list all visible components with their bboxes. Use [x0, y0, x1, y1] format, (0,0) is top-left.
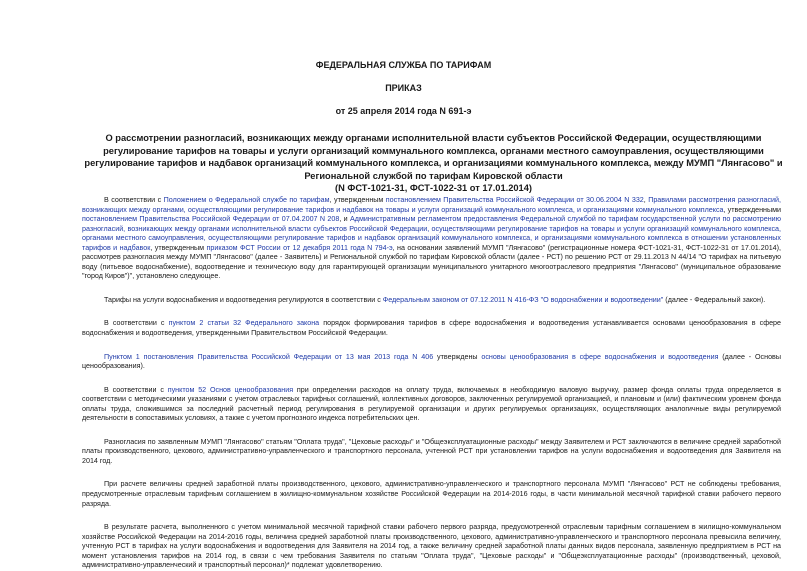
paragraph-5	[82, 386, 781, 424]
agency-name: ФЕДЕРАЛЬНАЯ СЛУЖБА ПО ТАРИФАМ	[315, 60, 492, 70]
text: В соответствии с	[104, 385, 168, 394]
title-numbers: (N ФСТ-1021-31, ФСТ-1022-31 от 17.01.2014)	[335, 183, 532, 194]
paragraph-8: В результате расчета, выполненного с учетом минимальной месячной тарифной ставки рабочего первого разряда, предусмотренной отраслевым тарифным соглашением в жилищно-коммунальном хозяйстве Российской Федерации на 2014-2016 годы, величина средней заработной платы производственного, цехового, административно-управленческого и транспортного персонала превысила величину, учтенную РСТ в тарифах на услуги водоснабжения и водоотведения для Заявителя на 2014 год, а также величину средней заработной платы данных видов персонала, заявленную предприятием в РСТ на момент установления тарифов на 2014 год, в связи с чем требования Заявителя по статьям "Оплата труда", "Цеховые расходы" и "Общеэксплуатационные расходы" (производственный, цеховой, административно-управленческий и транспортный персонал)* подлежат удовлетворению.	[82, 523, 781, 570]
text: (далее - Федеральный закон).	[663, 295, 766, 304]
link-admin-regulation[interactable]: Административным регламентом предоставления Федеральной службой по тарифам государственной услуги по рассмотрению разногласий, возникающих между органами исполнительной власти субъектов Российской Федерации, осуществляющими регулирование тарифов на товары и услуги организаций коммунального комплекса, органами местного самоуправления, осуществляющими регулирование тарифов и надбавок организаций коммунального комплекса, и организациями коммунального комплекса в отношении установленных тарифов и надбавок	[82, 215, 782, 252]
title-main: О рассмотрении разногласий, возникающих между органами исполнительной власти субъектов Российской Федерации, осуществляющими регулирование тарифов на товары и услуги организаций коммунального комплекса, органами местного самоуправления, осуществляющими регулирование тарифов и надбавок организаций коммунального комплекса, и организациями коммунального комплекса, между МУМП "Лянгасово" и Региональной службой по тарифам Кировской области	[84, 133, 783, 181]
text: утверждены	[433, 352, 482, 361]
paragraph-3	[82, 319, 781, 338]
document-type: ПРИКАЗ	[385, 83, 422, 93]
text: , утвержденным	[329, 196, 386, 204]
text: , утвержденными	[723, 205, 781, 214]
document-title	[82, 132, 785, 195]
text: при определении расходов на оплату труда, включаемых в необходимую валовую выручку, размер фонда оплаты труда определяется в соответствии с методическими указаниями с учетом отраслевых тарифных соглашений, коллективных договоров, заключенных регулируемой организацией, и плановым и (или) фактическим уровнем фонда оплаты труда, сложившимся за последний расчетный период регулирования в регулируемой организации и других регулируемых организациях, осуществляющих аналогичные виды регулируемой деятельности в сопоставимых условиях, а также с учетом прогнозного индекса потребительских цен.	[82, 385, 781, 423]
text: (далее - Основы ценообразования).	[82, 352, 781, 371]
paragraph-6: Разногласия по заявленным МУМП "Лянгасово" статьям "Оплата труда", "Цеховые расходы" и "Общеэксплуатационные расходы" между Заявителем и РСТ заключаются в величине средней заработной платы производственного, цехового, административно-управленческого и транспортного персонала, учтенной РСТ при установлении тарифов на услуги водоснабжения и водоотведения для Заявителя на 2014 год.	[82, 437, 781, 465]
text: , на основании заявлений МУМП "Лянгасово" (регистрационные номера ФСТ-1021-31, ФСТ-1022-31 от 17.01.2014), рассмотрев разногласия между МУМП "Лянгасово" (далее - Заявитель) и Региональной службой по тарифам Кировской области (далее - РСТ) по решению РСТ от 29.11.2013 N 44/14 "О тарифах на питьевую воду (питьевое водоснабжение), водоотведение и техническую воду для гарантирующей организации муниципального унитарного многоотраслевого предприятия "Лянгасово" (муниципальное образование "город Киров")", установлено следующее.	[82, 243, 781, 281]
text: ,	[643, 196, 649, 204]
text: , утвержденным	[150, 243, 207, 252]
document-body	[82, 196, 781, 571]
text: В соответствии с	[104, 196, 164, 204]
link-federal-law-416[interactable]: Федеральным законом от 07.12.2011 N 416-ФЗ "О водоснабжении и водоотведении"	[382, 295, 664, 304]
paragraph-7: При расчете величины средней заработной платы производственного, цехового, административно-управленческого и транспортного персонала МУМП "Лянгасово" РСТ не соблюдены требования, предусмотренные отраслевым тарифным соглашением в жилищно-коммунальном хозяйстве Российской Федерации на 2014-2016 годы, в части минимальной месячной тарифной ставки рабочего первого разряда.	[82, 480, 781, 508]
text: В соответствии с	[104, 319, 169, 328]
link-order-794[interactable]: приказом ФСТ России от 12 декабря 2011 года N 794-э	[206, 243, 393, 252]
text: , и	[339, 215, 351, 224]
link-resolution-332[interactable]: постановлением Правительства Российской Федерации от 30.06.2004 N 332	[385, 196, 644, 204]
link-fst-regulation[interactable]: Положением о Федеральной службе по тарифам	[163, 196, 330, 204]
paragraph-2	[82, 296, 781, 306]
link-resolution-406[interactable]: Пунктом 1 постановления Правительства Российской Федерации от 13 мая 2013 года N 406	[104, 352, 434, 361]
link-disagreement-rules[interactable]: Правилами рассмотрения разногласий, возникающих между органами, осуществляющими регулирование тарифов и надбавок на товары и услуги организаций коммунального комплекса, и организациями коммунального комплекса	[82, 196, 781, 214]
text: Тарифы на услуги водоснабжения и водоотведения регулируются в соответствии с	[104, 295, 383, 304]
document-date: от 25 апреля 2014 года N 691-э	[335, 106, 472, 116]
link-article-32[interactable]: пунктом 2 статьи 32 Федерального закона	[168, 319, 320, 328]
link-pricing-basics[interactable]: основы ценообразования в сфере водоснабжения и водоотведения	[481, 352, 719, 361]
paragraph-4	[82, 353, 781, 372]
link-item-52[interactable]: пунктом 52 Основ ценообразования	[167, 385, 294, 394]
text: порядок формирования тарифов в сфере водоснабжения и водоотведения устанавливается основами ценообразования в сфере водоснабжения и водоотведения, утвержденными Правительством Российской Федерации.	[82, 319, 781, 338]
link-resolution-208[interactable]: постановлением Правительства Российской Федерации от 07.04.2007 N 208	[82, 215, 340, 224]
paragraph-1	[82, 196, 781, 282]
